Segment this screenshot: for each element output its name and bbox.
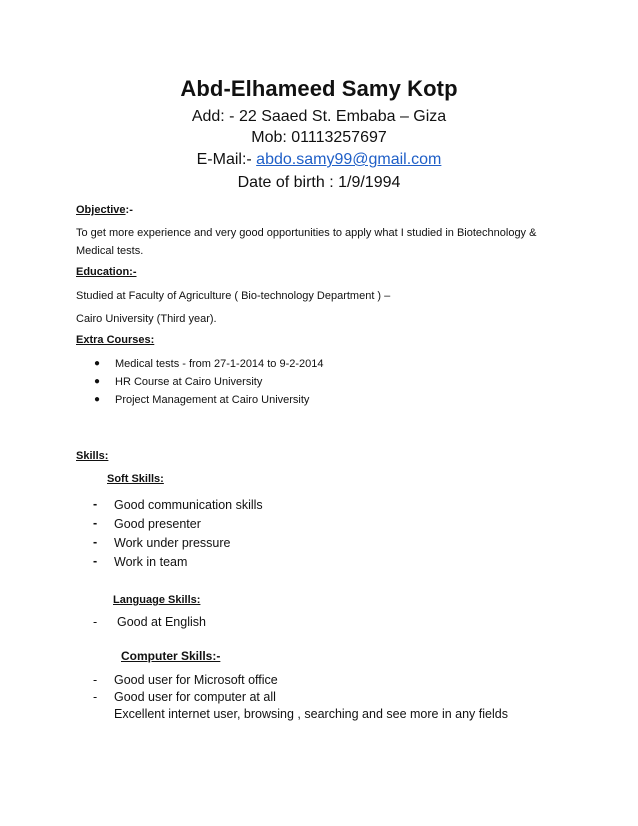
mobile-line: Mob: 01113257697 — [251, 129, 387, 146]
dash-icon: - — [93, 673, 98, 687]
language-skills-heading: Language Skills: — [113, 594, 201, 606]
list-item — [93, 517, 393, 535]
skills-heading: Skills: — [76, 450, 109, 462]
skill-text: Work in team — [114, 555, 188, 569]
list-item — [93, 555, 393, 573]
objective-heading-text: Objective — [76, 204, 126, 216]
address-line: Add: - 22 Saaed St. Embaba – Giza — [191, 108, 447, 125]
date-of-birth-line: Date of birth : 1/9/1994 — [237, 174, 401, 191]
skill-text: Good presenter — [114, 517, 201, 531]
course-text: HR Course at Cairo University — [115, 376, 263, 388]
candidate-name: Abd-Elhameed Samy Kotp — [180, 76, 458, 101]
objective-text: To get more experience and very good opportunities to apply what I studied in Biotechnology & Medical tests. — [76, 227, 537, 257]
education-line-2: Cairo University (Third year). — [76, 313, 217, 325]
dash-icon: - — [93, 690, 98, 704]
education-heading: Education:- — [76, 266, 137, 278]
email-link[interactable]: abdo.samy99@gmail.com — [256, 151, 442, 168]
bullet-icon: ● — [94, 358, 101, 369]
dash-icon: - — [93, 535, 98, 549]
soft-skills-heading: Soft Skills: — [107, 473, 164, 485]
bullet-icon: ● — [94, 394, 101, 405]
dash-icon: - — [93, 615, 98, 629]
list-item — [93, 536, 393, 554]
computer-skills-extra-line: Excellent internet user, browsing , searching and see more in any fields — [114, 707, 508, 721]
bullet-icon: ● — [94, 376, 101, 387]
email-line — [0, 151, 638, 169]
computer-skills-heading: Computer Skills:- — [121, 649, 221, 663]
course-text: Project Management at Cairo University — [115, 394, 310, 406]
objective-heading — [76, 204, 133, 216]
list-item — [93, 498, 393, 516]
skill-text: Good communication skills — [114, 498, 263, 512]
skill-text: Good user for computer at all — [114, 690, 276, 704]
list-item — [93, 690, 393, 708]
dash-icon: - — [93, 516, 98, 530]
skill-text: Work under pressure — [114, 536, 231, 550]
list-item — [94, 376, 394, 392]
email-label: E-Mail:- — [196, 151, 257, 168]
list-item — [94, 358, 394, 374]
objective-heading-suffix: :- — [125, 204, 133, 216]
extra-courses-heading: Extra Courses: — [76, 334, 155, 346]
education-line-1: Studied at Faculty of Agriculture ( Bio-technology Department ) – — [76, 290, 391, 302]
dash-icon: - — [93, 497, 98, 511]
course-text: Medical tests - from 27-1-2014 to 9-2-2014 — [115, 358, 324, 370]
dash-icon: - — [93, 554, 98, 568]
list-item — [93, 615, 393, 633]
list-item — [94, 394, 394, 410]
list-item — [93, 673, 393, 691]
skill-text: Good user for Microsoft office — [114, 673, 278, 687]
skill-text: Good at English — [117, 615, 206, 629]
